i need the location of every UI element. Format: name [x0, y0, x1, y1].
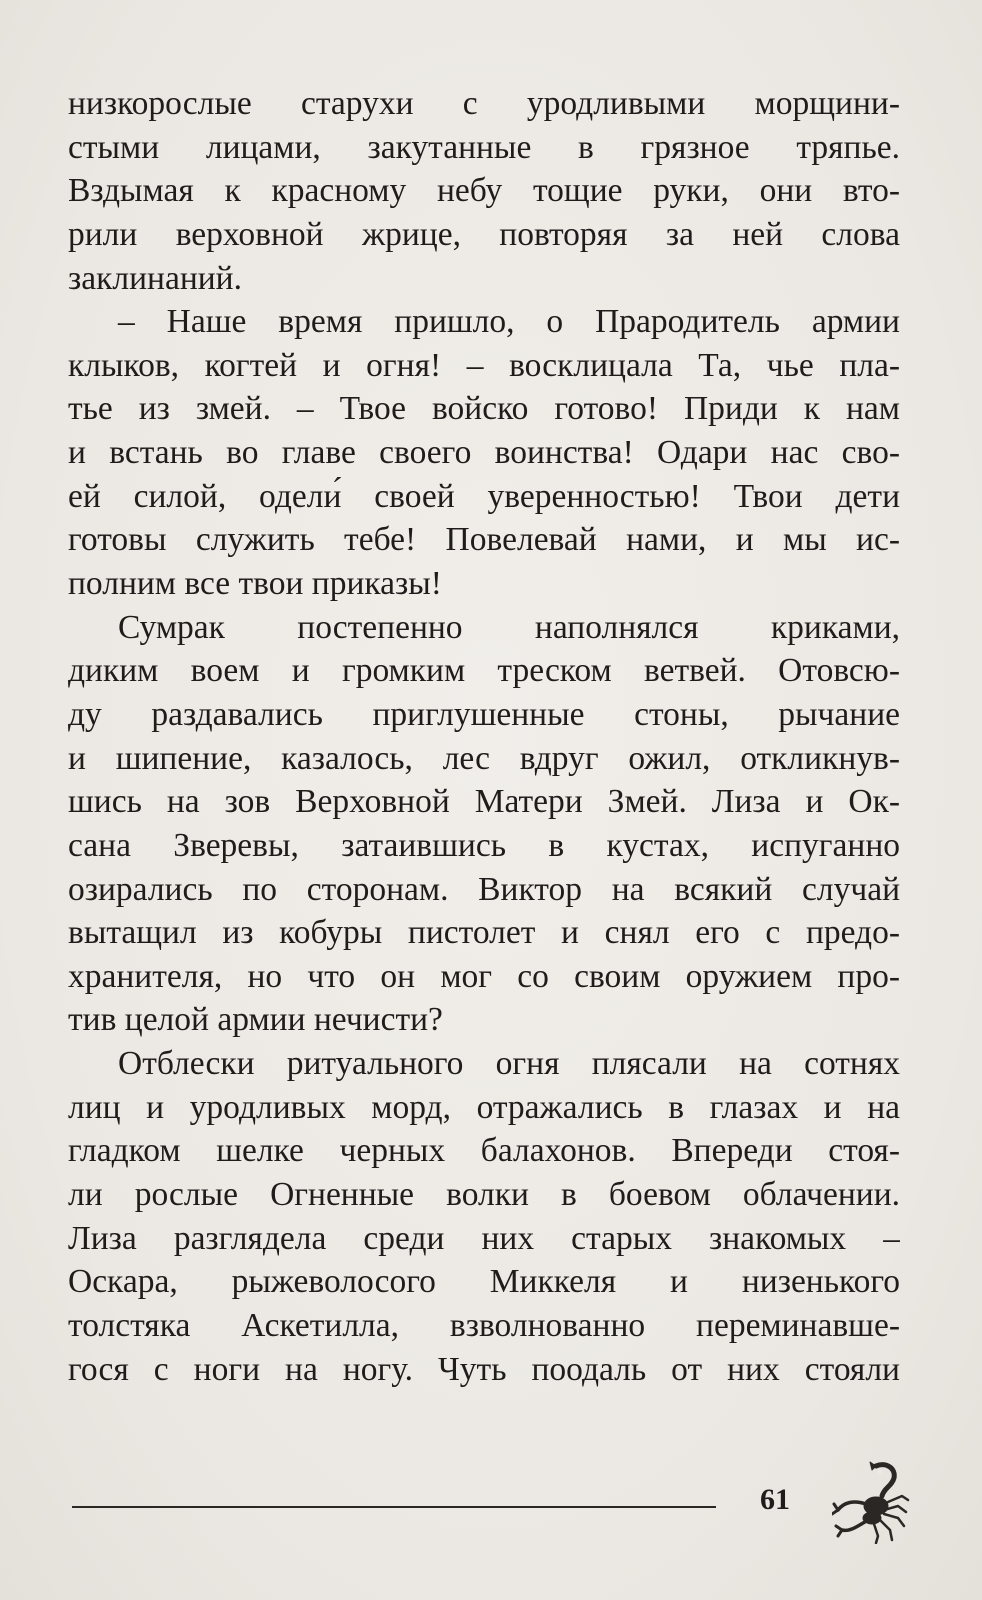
text-line: тив целой армии нечисти?: [68, 1001, 443, 1039]
text-line: толстяка Аскетилла, взволнованно переминавше-: [68, 1306, 900, 1344]
text-line: стыми лицами, закутанные в грязное тряпье.: [68, 128, 900, 166]
text-line: ли рослые Огненные волки в боевом облачении.: [68, 1176, 900, 1214]
text-line: ей силой, одели́ своей уверенностью! Твои дети: [68, 477, 900, 515]
text-line: – Наше время пришло, о Прародитель армии: [118, 303, 900, 341]
text-line: готовы служить тебе! Повелевай нами, и мы ис-: [68, 521, 900, 559]
footer-rule: [72, 1506, 716, 1508]
text-line: озирались по сторонам. Виктор на всякий случай: [68, 870, 900, 908]
text-line: гося с ноги на ногу. Чуть поодаль от них стояли: [68, 1350, 900, 1388]
text-line: Сумрак постепенно наполнялся криками,: [118, 608, 900, 646]
text-line: тье из змей. – Твое войско готово! Приди к нам: [68, 390, 900, 428]
paragraph: [68, 606, 900, 1042]
text-line: сана Зверевы, затаившись в кустах, испуганно: [68, 826, 900, 864]
text-line: гладком шелке черных балахонов. Впереди стоя-: [68, 1132, 900, 1170]
text-line: вытащил из кобуры пистолет и снял его с предо-: [68, 914, 900, 952]
text-line: Оскара, рыжеволосого Миккеля и низенького: [68, 1263, 900, 1301]
text-line: диким воем и громким треском ветвей. Отовсю-: [68, 652, 900, 690]
paragraph: [68, 82, 900, 300]
text-line: хранителя, но что он мог со своим оружием про-: [68, 957, 900, 995]
body-text: [68, 82, 900, 1391]
text-line: Лиза разглядела среди них старых знакомых –: [68, 1219, 900, 1257]
text-line: ду раздавались приглушенные стоны, рычание: [68, 695, 900, 733]
text-line: рили верховной жрице, повторяя за ней слова: [68, 215, 900, 253]
paragraph: [68, 1042, 900, 1391]
text-line: Вздымая к красному небу тощие руки, они вто-: [68, 172, 900, 210]
text-line: и шипение, казалось, лес вдруг ожил, откликнув-: [68, 739, 900, 777]
page-number: 61: [760, 1483, 790, 1516]
text-line: и встань во главе своего воинства! Одари нас сво-: [68, 434, 900, 472]
text-line: заклинаний.: [68, 259, 242, 297]
paragraph: [68, 300, 900, 605]
text-line: клыков, когтей и огня! – восклицала Та, чье пла-: [68, 346, 900, 384]
text-line: низкорослые старухи с уродливыми морщини-: [68, 85, 900, 122]
scorpion-icon: [832, 1460, 910, 1544]
text-line: лиц и уродливых морд, отражались в глазах и на: [68, 1088, 900, 1126]
text-line: шись на зов Верховной Матери Змей. Лиза и Ок-: [68, 783, 900, 821]
text-line: Отблески ритуального огня плясали на сотнях: [118, 1045, 900, 1083]
text-line: полним все твои приказы!: [68, 565, 442, 603]
